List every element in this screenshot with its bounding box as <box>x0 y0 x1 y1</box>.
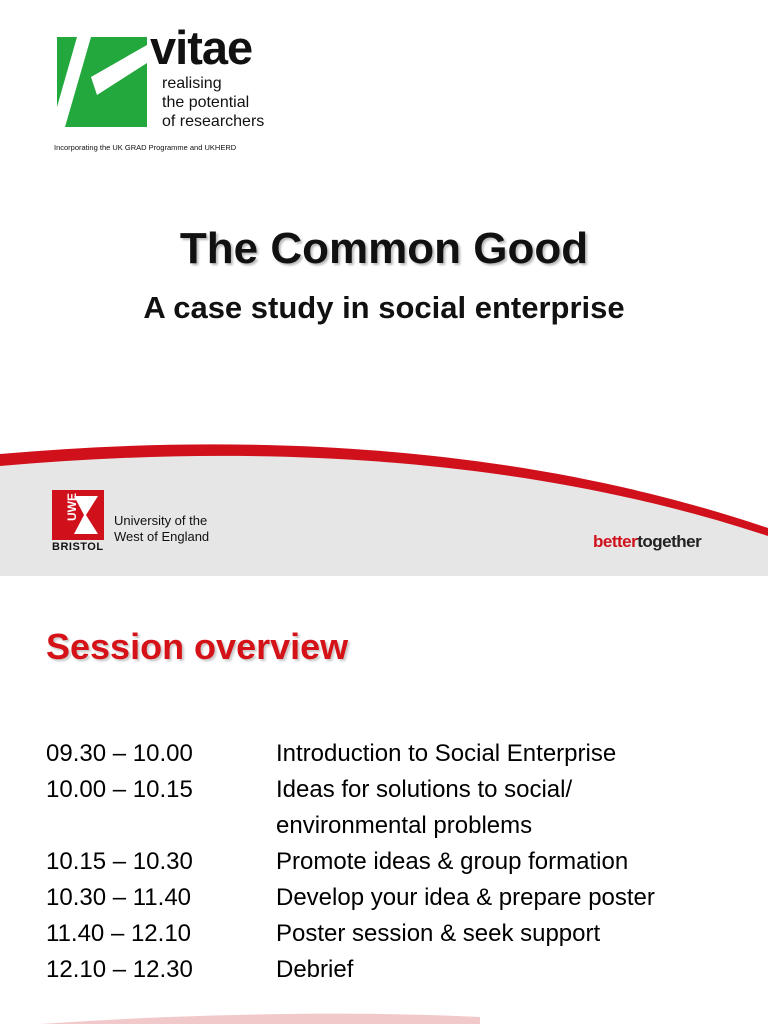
tagline-line: realising <box>162 75 222 92</box>
schedule-time: 10.15 – 10.30 <box>46 848 193 875</box>
schedule-activity: Poster session & seek support <box>276 920 601 947</box>
schedule-time: 12.10 – 12.30 <box>46 956 193 983</box>
tagline-line: the potential <box>162 94 250 111</box>
schedule-activity: Promote ideas & group formation <box>276 848 629 875</box>
session-overview-title: Session overview <box>46 626 349 667</box>
schedule-row <box>46 916 746 952</box>
schedule-activity: Develop your idea & prepare poster <box>276 884 655 911</box>
session-overview-slide <box>0 576 768 1024</box>
vitae-wordmark: vitae <box>150 21 253 74</box>
better-together-slogan <box>593 532 701 552</box>
uwe-mark-text: UWE <box>65 493 79 521</box>
vitae-incorporating-note: Incorporating the UK GRAD Programme and UKHERD <box>54 143 237 152</box>
slide-title: The Common Good <box>179 224 589 273</box>
uwe-name-line: University of the <box>114 513 208 528</box>
slogan-together: together <box>637 532 702 551</box>
tagline-line: of researchers <box>162 113 265 130</box>
slide-subtitle: A case study in social enterprise <box>143 290 625 325</box>
schedule-row <box>46 736 746 772</box>
slogan-better: better <box>593 532 638 551</box>
vitae-tagline <box>162 74 264 131</box>
schedule-activity: Debrief <box>276 956 354 983</box>
schedule-time: 11.40 – 12.10 <box>46 920 192 947</box>
vitae-logo-mark <box>57 37 147 127</box>
uwe-logo-mark <box>52 490 104 548</box>
schedule-time: 09.30 – 10.00 <box>46 740 193 767</box>
schedule-row <box>46 952 746 988</box>
schedule-list <box>46 736 746 988</box>
schedule-time: 10.30 – 11.40 <box>46 884 192 911</box>
schedule-row <box>46 880 746 916</box>
schedule-activity: Introduction to Social Enterprise <box>276 740 617 767</box>
schedule-activity: Ideas for solutions to social/ environmental problems <box>276 776 573 839</box>
uwe-name <box>114 513 209 545</box>
footer-band <box>0 440 768 576</box>
schedule-row <box>46 772 746 844</box>
uwe-name-line: West of England <box>114 529 210 544</box>
next-band-edge <box>0 1011 768 1024</box>
schedule-time: 10.00 – 10.15 <box>46 776 193 803</box>
schedule-row <box>46 844 746 880</box>
uwe-city: BRISTOL <box>52 541 104 553</box>
